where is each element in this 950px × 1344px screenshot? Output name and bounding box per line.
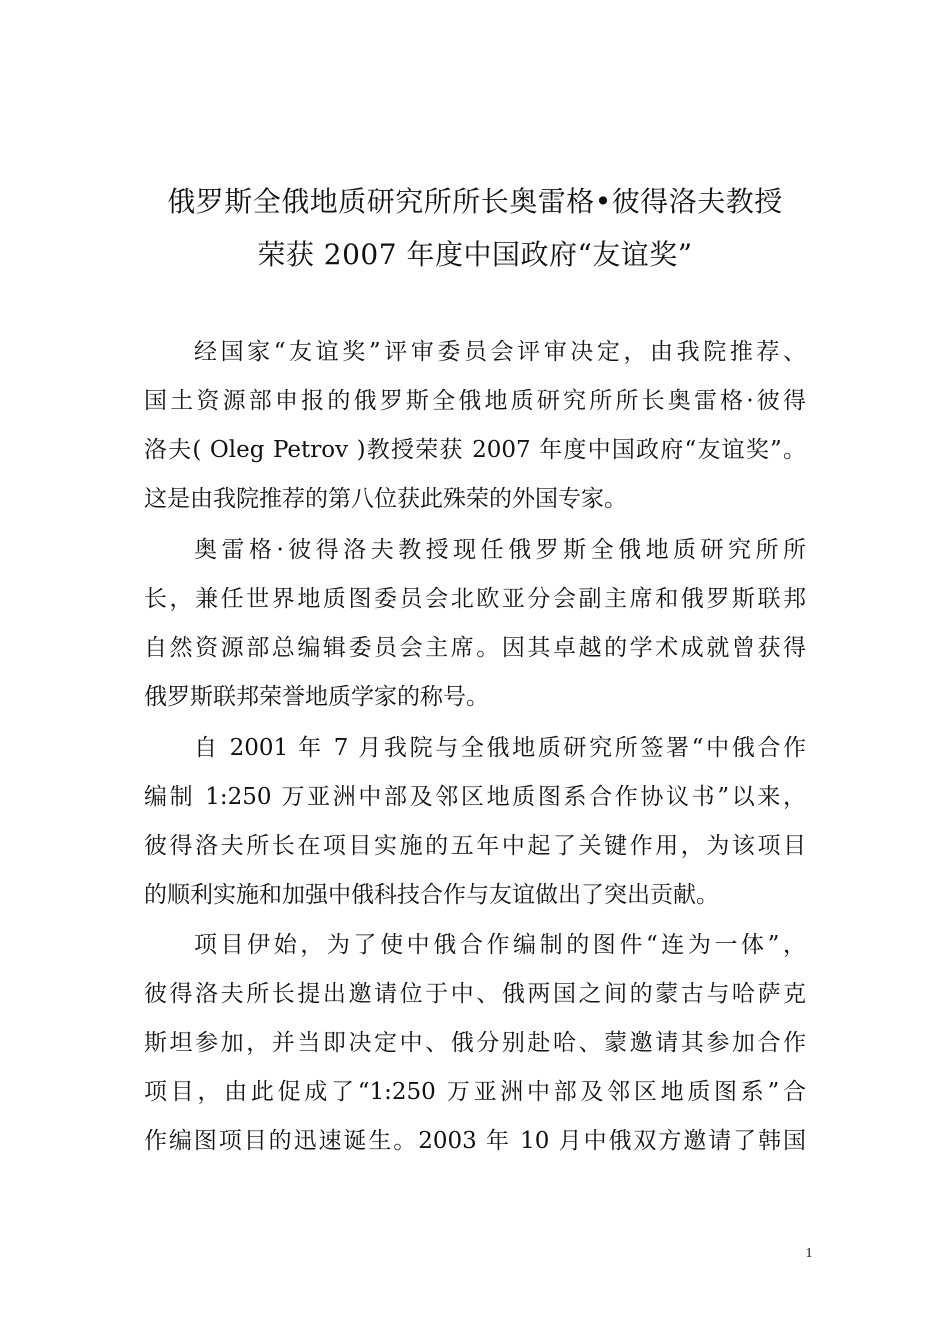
paragraph-4-line-1: 项目伊始，为了使中俄合作编制的图件“连为一体”， [194, 932, 806, 958]
paragraph-3-line-3: 彼得洛夫所长在项目实施的五年中起了关键作用，为该项目 [144, 833, 806, 859]
document-title-line-2: 荣获 2007 年度中国政府“友谊奖” [257, 238, 693, 271]
paragraph-2-line-2: 长，兼任世界地质图委员会北欧亚分会副主席和俄罗斯联邦 [144, 586, 806, 612]
paragraph-4-line-5: 作编图项目的迅速诞生。2003 年 10 月中俄双方邀请了韩国 [144, 1128, 806, 1154]
paragraph-3-line-1: 自 2001 年 7 月我院与全俄地质研究所签署“中俄合作 [194, 735, 806, 761]
paragraph-1-line-4: 这是由我院推荐的第八位获此殊荣的外国专家。 [144, 486, 627, 512]
paragraph-4-line-4: 项目，由此促成了“1:250 万亚洲中部及邻区地质图系”合 [144, 1079, 806, 1105]
paragraph-3-line-2: 编制 1:250 万亚洲中部及邻区地质图系合作协议书”以来， [144, 784, 806, 810]
paragraph-4-line-3: 斯坦参加，并当即决定中、俄分别赴哈、蒙邀请其参加合作 [144, 1030, 806, 1056]
paragraph-1-line-2: 国土资源部申报的俄罗斯全俄地质研究所所长奥雷格·彼得 [144, 388, 806, 414]
paragraph-1-line-3: 洛夫( Oleg Petrov )教授荣获 2007 年度中国政府“友谊奖”。 [144, 437, 806, 463]
paragraph-4-line-2: 彼得洛夫所长提出邀请位于中、俄两国之间的蒙古与哈萨克 [144, 981, 806, 1007]
paragraph-2-line-4: 俄罗斯联邦荣誉地质学家的称号。 [144, 684, 489, 710]
page-number: 1 [805, 1246, 813, 1261]
paragraph-2-line-3: 自然资源部总编辑委员会主席。因其卓越的学术成就曾获得 [144, 635, 806, 661]
paragraph-3-line-4: 的顺利实施和加强中俄科技合作与友谊做出了突出贡献。 [144, 882, 719, 908]
paragraph-2-line-1: 奥雷格·彼得洛夫教授现任俄罗斯全俄地质研究所所 [194, 537, 806, 563]
paragraph-1-line-1: 经国家“友谊奖”评审委员会评审决定，由我院推荐、 [194, 339, 806, 365]
document-title-line-1: 俄罗斯全俄地质研究所所长奥雷格•彼得洛夫教授 [167, 185, 783, 218]
